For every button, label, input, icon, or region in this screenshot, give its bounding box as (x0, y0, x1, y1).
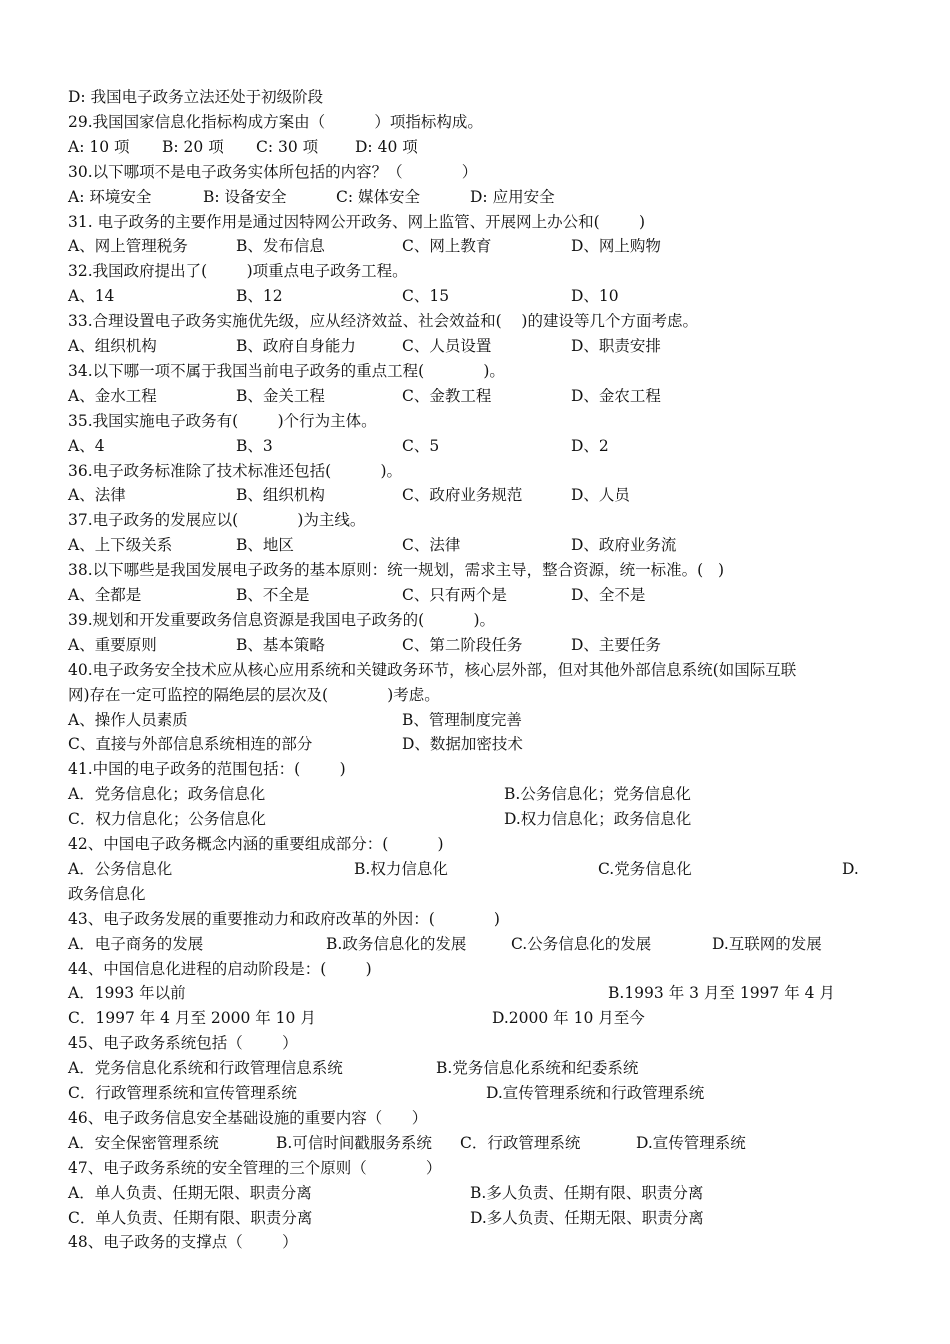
answer-option: D、主要任务 (571, 635, 661, 654)
question-line: 31. 电子政务的主要作用是通过因特网公开政务、网上监管、开展网上办公和( ) (68, 212, 646, 231)
answer-option: A: 10 项 (68, 137, 130, 156)
answer-option: A、金水工程 (68, 386, 157, 405)
answer-option: B: 设备安全 (203, 187, 287, 206)
answer-option: B、管理制度完善 (402, 710, 522, 729)
answer-option: B、发布信息 (236, 237, 325, 256)
answer-options-row (68, 782, 890, 807)
answer-option: B、地区 (236, 536, 294, 555)
answer-options-row (68, 1181, 890, 1206)
answer-option: C．行政管理系统 (460, 1133, 581, 1152)
answer-option: C.公务信息化的发展 (511, 934, 652, 953)
answer-option: A．1993 年以前 (68, 984, 186, 1003)
question-line: 40.电子政务安全技术应从核心应用系统和关键政务环节，核心层外部，但对其他外部信息系统(如国际互联 (68, 660, 797, 679)
answer-option: B、不全是 (236, 586, 310, 604)
answer-option: C、15 (402, 287, 450, 306)
question-line: 33.合理设置电子政务实施优先级，应从经济效益、社会效益和( )的建设等几个方面考虑。 (68, 312, 698, 331)
answer-options-row (68, 732, 890, 757)
answer-option: C、5 (402, 436, 440, 455)
question-line: 43、电子政务发展的重要推动力和政府改革的外因：( ) (68, 909, 500, 928)
answer-options-row (68, 533, 890, 558)
answer-option: B.公务信息化；党务信息化 (504, 785, 691, 804)
answer-option: D.宣传管理系统 (636, 1133, 746, 1152)
question-line: 46、电子政务信息安全基础设施的重要内容（ ） (68, 1108, 428, 1127)
answer-option: A、操作人员素质 (68, 710, 188, 729)
answer-options-row (68, 284, 890, 309)
answer-options-row (68, 185, 890, 210)
text-line: 政务信息化 (68, 884, 146, 903)
question-line: 29.我国国家信息化指标构成方案由（ ）项指标构成。 (68, 112, 483, 131)
answer-option: C、只有两个是 (402, 586, 507, 604)
question-line: 47、电子政务系统的安全管理的三个原则（ ） (68, 1158, 442, 1177)
answer-option: A．电子商务的发展 (68, 934, 204, 953)
answer-option: B.党务信息化系统和纪委系统 (436, 1059, 639, 1078)
answer-option: D、金农工程 (571, 386, 661, 405)
answer-option: B、组织机构 (236, 486, 325, 505)
answer-options-row (68, 234, 890, 259)
answer-option: C、政府业务规范 (402, 486, 523, 505)
answer-option: D.2000 年 10 月至今 (492, 1009, 645, 1028)
question-line: 32.我国政府提出了( )项重点电子政务工程。 (68, 262, 408, 281)
answer-options-row (68, 1006, 890, 1031)
answer-option: B: 20 项 (162, 137, 224, 156)
answer-option: C、直接与外部信息系统相连的部分 (68, 735, 313, 754)
question-line: 38.以下哪些是我国发展电子政务的基本原则：统一规划，需求主导，整合资源，统一标准。( ) (68, 561, 725, 580)
answer-option: A、14 (68, 287, 115, 306)
answer-option: A、法律 (68, 486, 126, 505)
text-line: 网)存在一定可监控的隔绝层的层次及( )考虑。 (68, 685, 440, 704)
question-line: 45、电子政务系统包括（ ） (68, 1034, 298, 1053)
answer-option: A、上下级关系 (68, 536, 173, 555)
answer-option: B、12 (236, 287, 283, 306)
answer-option: A、4 (68, 436, 105, 455)
answer-option: B.1993 年 3 月至 1997 年 4 月 (608, 984, 835, 1003)
answer-option: C: 媒体安全 (336, 187, 421, 206)
answer-option: D、10 (571, 287, 619, 306)
answer-option: D. (842, 859, 859, 878)
answer-options-row (68, 1131, 890, 1156)
answer-option: A、网上管理税务 (68, 237, 188, 256)
answer-options-row (68, 807, 890, 832)
answer-option: D、数据加密技术 (402, 735, 523, 754)
answer-option: B.权力信息化 (354, 859, 448, 878)
answer-option: B.多人负责、任期有限、职责分离 (470, 1183, 704, 1202)
question-line: 41.中国的电子政务的范围包括：( ) (68, 760, 346, 779)
answer-options-row (68, 1081, 890, 1106)
answer-option: A．党务信息化系统和行政管理信息系统 (68, 1059, 343, 1078)
question-line: 35.我国实施电子政务有( )个行为主体。 (68, 411, 377, 430)
answer-option: B.可信时间戳服务系统 (276, 1133, 432, 1152)
question-line: 36.电子政务标准除了技术标准还包括( )。 (68, 461, 403, 480)
answer-option: C.党务信息化 (598, 859, 692, 878)
answer-options-row (68, 1056, 890, 1081)
answer-option: D.多人负责、任期无限、职责分离 (470, 1208, 704, 1227)
answer-options-row (68, 483, 890, 508)
answer-option: A．单人负责、任期无限、职责分离 (68, 1183, 312, 1202)
question-line: 39.规划和开发重要政务信息资源是我国电子政务的( )。 (68, 610, 496, 629)
question-line: D: 我国电子政务立法还处于初级阶段 (68, 88, 324, 106)
answer-option: C．权力信息化；公务信息化 (68, 810, 266, 829)
question-line: 37.电子政务的发展应以( )为主线。 (68, 511, 366, 530)
answer-option: A、重要原则 (68, 635, 157, 654)
answer-option: A、全都是 (68, 586, 142, 604)
answer-options-row (68, 384, 890, 409)
answer-option: C．单人负责、任期有限、职责分离 (68, 1208, 313, 1227)
answer-option: C、第二阶段任务 (402, 635, 523, 654)
answer-option: B.政务信息化的发展 (326, 934, 467, 953)
question-line: 48、电子政务的支撑点（ ） (68, 1233, 298, 1252)
answer-options-row (68, 1206, 890, 1231)
answer-option: B、金关工程 (236, 386, 325, 405)
answer-option: A: 环境安全 (68, 187, 152, 206)
answer-option: D: 应用安全 (470, 187, 555, 206)
answer-option: D、网上购物 (571, 237, 661, 256)
answer-options-row (68, 708, 890, 733)
answer-options-row (68, 981, 890, 1006)
answer-option: B、基本策略 (236, 635, 325, 654)
answer-option: A．公务信息化 (68, 859, 173, 878)
answer-option: D、全不是 (571, 586, 646, 604)
answer-options-row (68, 583, 890, 608)
answer-option: C、法律 (402, 536, 461, 555)
answer-option: A．安全保密管理系统 (68, 1133, 219, 1152)
answer-options-row (68, 334, 890, 359)
answer-option: C．1997 年 4 月至 2000 年 10 月 (68, 1009, 316, 1028)
answer-option: D.互联网的发展 (712, 934, 822, 953)
answer-option: B、政府自身能力 (236, 337, 356, 355)
answer-option: C: 30 项 (256, 137, 319, 156)
question-line: 30.以下哪项不是电子政务实体所包括的内容？（ ） (68, 162, 478, 181)
answer-option: D.宣传管理系统和行政管理系统 (486, 1084, 705, 1102)
answer-option: C、金教工程 (402, 386, 492, 405)
answer-option: A、组织机构 (68, 337, 157, 355)
answer-option: D: 40 项 (355, 137, 418, 156)
question-line: 42、中国电子政务概念内涵的重要组成部分：( ) (68, 835, 444, 853)
answer-option: D、人员 (571, 486, 630, 505)
answer-options-row (68, 434, 890, 459)
answer-option: C．行政管理系统和宣传管理系统 (68, 1084, 297, 1102)
question-line: 44、中国信息化进程的启动阶段是：( ) (68, 959, 372, 978)
answer-option: C、人员设置 (402, 337, 492, 355)
answer-option: D、职责安排 (571, 337, 661, 355)
answer-option: D、2 (571, 436, 609, 455)
answer-options-row (68, 932, 890, 957)
answer-option: B、3 (236, 436, 273, 455)
answer-option: A．党务信息化；政务信息化 (68, 785, 266, 804)
answer-option: D.权力信息化；政务信息化 (504, 810, 692, 829)
answer-options-row (68, 135, 890, 160)
answer-option: D、政府业务流 (571, 536, 677, 555)
question-line: 34.以下哪一项不属于我国当前电子政务的重点工程( )。 (68, 361, 505, 380)
answer-options-row (68, 633, 890, 658)
answer-options-row (68, 857, 890, 882)
answer-option: C、网上教育 (402, 237, 492, 256)
